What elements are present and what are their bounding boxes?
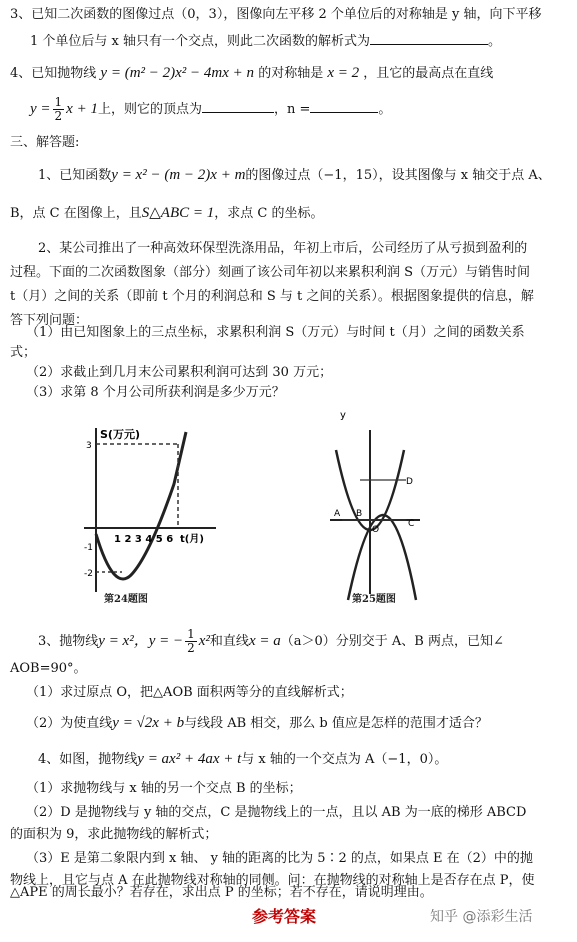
- p3-line-1: [38, 628, 504, 655]
- q4-frac-den: 2: [54, 109, 63, 123]
- p4-pre: 4、如图，抛物线: [38, 752, 138, 767]
- q4-axis: x = 2: [327, 65, 360, 81]
- fig2-label-o: O: [372, 525, 380, 535]
- p3-mid: 和直线: [209, 634, 249, 649]
- fig2-label-c: C: [408, 519, 415, 529]
- p1-formula: y = x² − (m − 2)x + m: [111, 167, 246, 183]
- q4-vertex-blank: [202, 98, 274, 113]
- p2-line-4: （1）由已知图象上的三点坐标，求累积利润 S（万元）与时间 t（月）之间的函数关系: [26, 325, 525, 340]
- p3-sub2-formula: y = √2x + b: [112, 715, 185, 731]
- q3-answer-blank: [370, 30, 488, 45]
- p2-line-3: 答下列问题：: [10, 313, 89, 328]
- fig1-parabola: [96, 432, 186, 579]
- figure-profit-graph: [82, 424, 222, 604]
- p3-sub-2: [26, 714, 488, 733]
- figure-parabolas: [320, 410, 430, 610]
- q4-line2-post: x + 1: [66, 101, 98, 117]
- fig1-mark-3: 3: [86, 441, 92, 451]
- p3-f3: x = a: [248, 633, 281, 649]
- p4-sub-2a: （2）D 是抛物线与 y 轴的交点，C 是抛物线上的一点，且以 AB 为一底的梯形 ABCD: [26, 805, 527, 820]
- p3-sub-1: （1）求过原点 O，把△AOB 面积两等分的直线解析式；: [26, 685, 353, 700]
- q4-line2-text: 上，则它的顶点为: [97, 102, 202, 117]
- p4-sub-3b: 物线上，且它与点 A 在此抛物线对称轴的同侧。问：在抛物线的对称轴上是否存在点 P，使: [10, 873, 535, 888]
- p3-frac-num: 1: [187, 627, 195, 641]
- p3-post: （a＞0）分别交于 A、B 两点，已知∠: [280, 634, 504, 649]
- q4-line2-pre: y =: [30, 101, 51, 117]
- q4-period: 。: [378, 102, 392, 117]
- p2-line-7: （3）求第 8 个月公司所获利润是多少万元？: [26, 385, 285, 400]
- fig1-mark-neg1: -1: [84, 543, 93, 553]
- fig2-label-a: A: [334, 509, 341, 519]
- answer-heading: 参考答案: [252, 907, 317, 926]
- q4-n-blank: [310, 98, 378, 113]
- q4-formula: y = (m² − 2)x² − 4mx + n: [100, 65, 255, 81]
- q4-line-2: [30, 96, 391, 123]
- p3-pre: 3、抛物线: [38, 634, 99, 649]
- q3-text-2: 1 个单位后与 x 轴只有一个交点，则此二次函数的解析式为: [30, 34, 370, 49]
- q4-fraction: [53, 96, 65, 123]
- p1-post: 的图像过点（−1，15），设其图像与 x 轴交于点 A、: [245, 168, 551, 183]
- fig2-parabola-2: [348, 515, 416, 600]
- q3-text: 3、已知二次函数的图像过点（0，3），图像向左平移 2 个单位后的对称轴是: [10, 7, 448, 22]
- q3-line-2: [30, 30, 501, 51]
- q4-line-1: [10, 64, 493, 83]
- p1-line2-post: ，求点 C 的坐标。: [214, 206, 324, 221]
- p3-fraction: [185, 628, 197, 655]
- p4-sub-1: （1）求抛物线与 x 轴的另一个交点 B 的坐标；: [26, 781, 302, 796]
- p1-area: S△ABC = 1: [141, 205, 215, 221]
- p3-line-2: AOB=90°。: [10, 661, 87, 676]
- fig1-axes: [84, 428, 216, 592]
- fig1-ticks: 1 2 3 4 5 6: [114, 534, 174, 545]
- p1-line-2: [10, 204, 323, 223]
- fig1-xlabel: t(月): [180, 534, 204, 545]
- p3-sub2-post: 与线段 AB 相交，那么 b 值应是怎样的范围才适合？: [184, 716, 488, 731]
- p1-pre: 1、已知函数: [38, 168, 112, 183]
- p4-post: 与 x 轴的一个交点为 A（−1，0）。: [241, 752, 448, 767]
- q4-mid: 的对称轴是: [258, 66, 324, 81]
- p2-line-1: 过程。下面的二次函数图象（部分）刻画了该公司年初以来累积利润 S（万元）与销售时间: [10, 265, 531, 280]
- q3-line-1: [10, 6, 541, 24]
- p4-sub-3a: （3）E 是第二象限内到 x 轴、 y 轴的距离的比为 5∶2 的点，如果点 E 在（2）中的抛: [26, 851, 533, 866]
- q4-end: ，且它的最高点在直线: [363, 66, 494, 81]
- p1-line2-pre: B，点 C 在图像上，且: [10, 206, 142, 221]
- section-heading: 三、解答题:: [10, 135, 80, 150]
- watermark-text: 知乎 @添彩生活: [430, 909, 533, 925]
- fig2-label-b: B: [356, 509, 363, 519]
- p4-sub-2b: 的面积为 9，求此抛物线的解析式；: [10, 827, 218, 842]
- p3-frac-den: 2: [187, 641, 195, 655]
- p4-line-1: [38, 750, 447, 769]
- p2-line-5: 式；: [10, 345, 37, 360]
- fig2-caption: 第25题图: [352, 594, 396, 605]
- p4-sub-3c: △APE 的周长最小？若存在，求出点 P 的坐标；若不存在，请说明理由。: [10, 885, 433, 900]
- fig2-top-label: y: [340, 410, 346, 421]
- q4-frac-num: 1: [54, 95, 63, 109]
- p2-line-2: t（月）之间的关系（即前 t 个月的利润总和 S 与 t 之间的关系）。根据图象提供的信息，解: [10, 289, 534, 304]
- p2-line-6: （2）求截止到几月末公司累积利润可达到 30 万元；: [26, 365, 333, 380]
- fig1-caption: 第24题图: [104, 594, 148, 605]
- fig1-mark-neg2: -2: [84, 569, 93, 579]
- p3-f1: y = x²: [98, 633, 134, 649]
- p2-line-0: 2、某公司推出了一种高效环保型洗涤用品，年初上市后，公司经历了从亏损到盈利的: [38, 241, 528, 256]
- p4-formula: y = ax² + 4ax + t: [137, 751, 242, 767]
- fig2-label-d: D: [406, 477, 413, 487]
- fig2-axes: [330, 430, 420, 600]
- p1-line-1: [38, 166, 551, 185]
- fig1-ylabel: S(万元): [100, 428, 140, 441]
- q3-y-axis: y 轴，向下平移: [447, 7, 542, 22]
- q4-start: 4、已知抛物线: [10, 66, 97, 81]
- q3-end: 。: [488, 34, 502, 49]
- p3-f2-post: x²: [198, 633, 210, 649]
- p3-f2-pre: ，y = −: [133, 633, 184, 649]
- p3-sub2-pre: （2）为使直线: [26, 716, 113, 731]
- q4-n-label: ，n =: [273, 102, 311, 117]
